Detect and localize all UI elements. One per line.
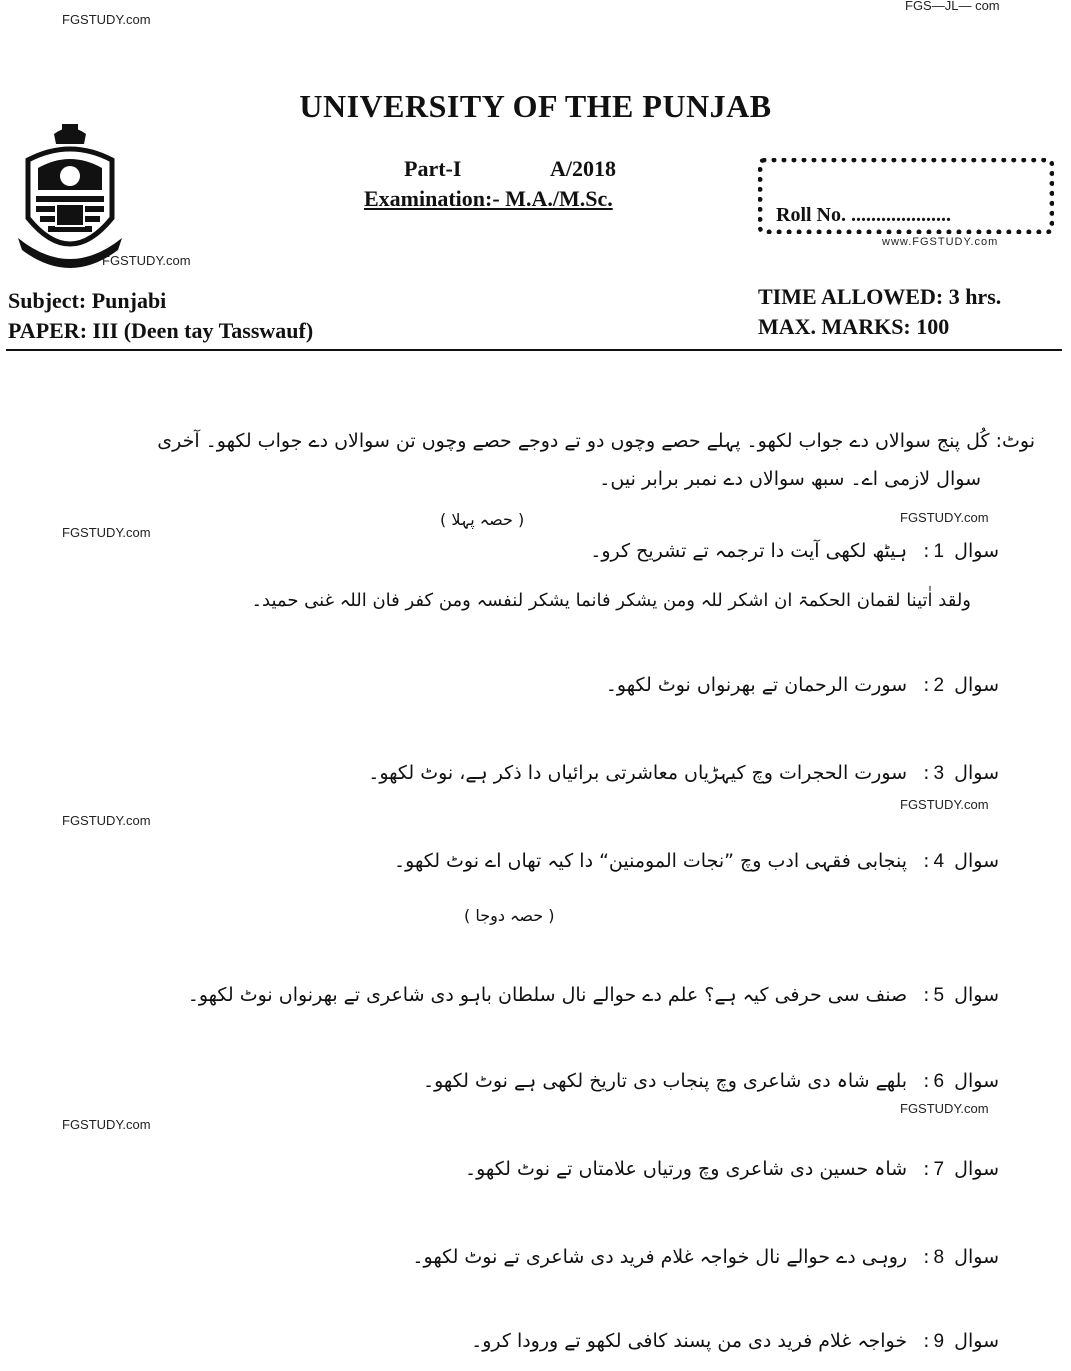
watermark: FGS—JL— com bbox=[905, 0, 1000, 13]
question-label: سوال bbox=[954, 1158, 999, 1180]
watermark: FGSTUDY.com bbox=[900, 510, 989, 525]
question-number: 1 bbox=[933, 541, 945, 562]
question-3: سوال 3: سورت الحجرات وچ کیہڑیاں معاشرتی برائیاں دا ذکر ہے، نوٹ لکھو۔ bbox=[368, 762, 999, 784]
question-label: سوال bbox=[954, 984, 999, 1006]
question-label: سوال bbox=[954, 1070, 999, 1092]
section-heading-part-2: ( حصہ دوجا ) bbox=[464, 906, 555, 925]
watermark: FGSTUDY.com bbox=[900, 1101, 989, 1116]
question-1: سوال 1: ہیٹھ لکھی آیت دا ترجمہ تے تشریح کرو۔ bbox=[590, 540, 999, 562]
question-number: 2 bbox=[933, 675, 945, 696]
header-divider bbox=[6, 349, 1062, 351]
question-text: پنجابی فقہی ادب وچ ”نجات المومنین“ دا کیہ تھاں اے نوٹ لکھو۔ bbox=[394, 850, 908, 872]
question-number: 4 bbox=[933, 851, 945, 872]
question-number: 5 bbox=[933, 985, 945, 1006]
question-number: 6 bbox=[933, 1071, 945, 1092]
question-label: سوال bbox=[954, 1246, 999, 1268]
time-allowed: TIME ALLOWED: 3 hrs. bbox=[758, 284, 1002, 309]
question-label: سوال bbox=[954, 762, 999, 784]
question-4: سوال 4: پنجابی فقہی ادب وچ ”نجات المومنین“ دا کیہ تھاں اے نوٹ لکھو۔ bbox=[394, 850, 999, 872]
question-text: خواجہ غلام فرید دی من پسند کافی لکھو تے ورودا کرو۔ bbox=[471, 1330, 908, 1352]
question-text: روہی دے حوالے نال خواجہ غلام فرید دی شاعری تے نوٹ لکھو۔ bbox=[412, 1246, 908, 1268]
question-label: سوال bbox=[954, 850, 999, 872]
question-5: سوال 5: صنف سی حرفی کیہ ہے؟ علم دے حوالے نال سلطان باہو دی شاعری تے بھرنواں نوٹ لکھو۔ bbox=[187, 984, 999, 1006]
part-label: Part-I bbox=[404, 156, 462, 181]
question-label: سوال bbox=[954, 540, 999, 562]
question-label: سوال bbox=[954, 674, 999, 696]
university-crest-logo bbox=[14, 120, 126, 270]
question-number: 7 bbox=[933, 1159, 945, 1180]
section-heading-part-1: ( حصہ پہلا ) bbox=[440, 510, 525, 529]
question-label: سوال bbox=[954, 1330, 999, 1352]
watermark: FGSTUDY.com bbox=[102, 253, 191, 268]
question-2: سوال 2: سورت الرحمان تے بھرنواں نوٹ لکھو۔ bbox=[605, 674, 999, 696]
watermark: FGSTUDY.com bbox=[62, 1117, 151, 1132]
question-number: 3 bbox=[933, 763, 945, 784]
instructions-line-1: نوٹ: کُل پنج سوالاں دے جواب لکھو۔ پہلے حصے وچوں دو تے دوجے حصے وچوں تن سوالاں دے جواب لکھو۔ آخری bbox=[157, 430, 1035, 452]
roll-number-field: Roll No. .................... bbox=[776, 204, 951, 226]
question-9: سوال 9: خواجہ غلام فرید دی من پسند کافی لکھو تے ورودا کرو۔ bbox=[471, 1330, 999, 1352]
question-7: سوال 7: شاہ حسین دی شاعری وچ ورتیاں علامتاں تے نوٹ لکھو۔ bbox=[464, 1158, 999, 1180]
question-text: سورت الرحمان تے بھرنواں نوٹ لکھو۔ bbox=[605, 674, 908, 696]
subject-label: Subject: Punjabi bbox=[8, 288, 167, 313]
question-number: 8 bbox=[933, 1247, 945, 1268]
watermark: FGSTUDY.com bbox=[62, 12, 151, 27]
question-text: بلھے شاہ دی شاعری وچ پنجاب دی تاریخ لکھی ہے نوٹ لکھو۔ bbox=[422, 1070, 908, 1092]
question-8: سوال 8: روہی دے حوالے نال خواجہ غلام فرید دی شاعری تے نوٹ لکھو۔ bbox=[412, 1246, 999, 1268]
watermark: FGSTUDY.com bbox=[62, 813, 151, 828]
instructions-line-2: سوال لازمی اے۔ سبھ سوالاں دے نمبر برابر نیں۔ bbox=[599, 468, 981, 490]
question-text: شاہ حسین دی شاعری وچ ورتیاں علامتاں تے نوٹ لکھو۔ bbox=[464, 1158, 908, 1180]
examination-label: Examination:- M.A./M.Sc. bbox=[364, 186, 613, 211]
session-label: A/2018 bbox=[550, 156, 616, 181]
paper-label: PAPER: III (Deen tay Tasswauf) bbox=[8, 318, 314, 343]
university-title: UNIVERSITY OF THE PUNJAB bbox=[299, 88, 772, 124]
question-6: سوال 6: بلھے شاہ دی شاعری وچ پنجاب دی تاریخ لکھی ہے نوٹ لکھو۔ bbox=[422, 1070, 999, 1092]
question-text: سورت الحجرات وچ کیہڑیاں معاشرتی برائیاں دا ذکر ہے، نوٹ لکھو۔ bbox=[368, 762, 908, 784]
question-number: 9 bbox=[933, 1331, 945, 1352]
ayat-text: ولقد اٰتینا لقمان الحکمۃ ان اشکر للہ ومن یشکر فانما یشکر لنفسہ ومن کفر فان اللہ غنی حمید۔ bbox=[251, 590, 971, 611]
max-marks: MAX. MARKS: 100 bbox=[758, 314, 950, 339]
question-text: صنف سی حرفی کیہ ہے؟ علم دے حوالے نال سلطان باہو دی شاعری تے بھرنواں نوٹ لکھو۔ bbox=[187, 984, 908, 1006]
watermark: FGSTUDY.com bbox=[900, 797, 989, 812]
question-text: ہیٹھ لکھی آیت دا ترجمہ تے تشریح کرو۔ bbox=[590, 540, 908, 562]
watermark: www.FGSTUDY.com bbox=[882, 236, 999, 248]
watermark: FGSTUDY.com bbox=[62, 525, 151, 540]
